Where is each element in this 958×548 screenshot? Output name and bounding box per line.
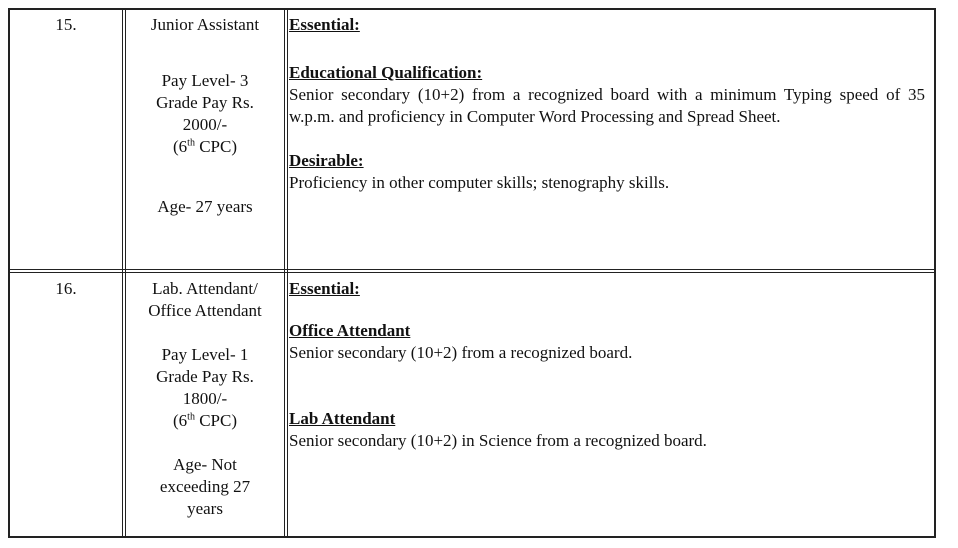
age-limit: Age- 27 years	[157, 197, 253, 216]
post-name: Junior Assistant	[150, 15, 260, 34]
desirable-text: Proficiency in other computer skills; stenography skills.	[289, 173, 670, 192]
cpc-note: (6th CPC)	[173, 137, 237, 156]
essential-heading: Essential:	[289, 279, 360, 298]
serial-cell	[10, 274, 122, 538]
cpc-note: (6th CPC)	[173, 411, 237, 430]
educational-qualification-heading: Educational Qualification:	[289, 63, 483, 82]
grade-pay-label: Grade Pay Rs.	[156, 93, 254, 112]
qualification-table	[8, 8, 936, 538]
grade-pay-label: Grade Pay Rs.	[156, 367, 254, 386]
post-cell	[126, 10, 284, 270]
lab-attendant-heading: Lab Attendant	[289, 409, 396, 428]
serial-number: 15.	[55, 15, 77, 34]
serial-cell	[10, 10, 122, 270]
essential-heading: Essential:	[289, 15, 360, 34]
post-name-line-1: Lab. Attendant/	[152, 279, 258, 298]
pay-level: Pay Level- 3	[161, 71, 249, 90]
qualification-cell	[289, 10, 929, 270]
age-limit-line-1: Age- Not	[173, 455, 237, 474]
column-divider	[284, 10, 288, 536]
desirable-heading: Desirable:	[289, 151, 364, 170]
age-limit-line-3: years	[187, 499, 223, 518]
grade-pay-value: 1800/-	[182, 389, 228, 408]
row-divider	[10, 269, 934, 273]
office-attendant-heading: Office Attendant	[289, 321, 411, 340]
educational-qualification-text: Senior secondary (10+2) from a recognized board with a minimum Typing speed of 35 w.p.m. and proficiency in Computer Word Processing and Spread Sheet.	[289, 85, 925, 126]
qualification-cell	[289, 274, 929, 538]
age-limit-line-2: exceeding 27	[159, 477, 251, 496]
serial-number: 16.	[55, 279, 77, 298]
post-cell	[126, 274, 284, 538]
table-row	[10, 274, 934, 538]
column-divider	[122, 10, 126, 536]
grade-pay-value: 2000/-	[182, 115, 228, 134]
post-name-line-2: Office Attendant	[148, 301, 262, 320]
lab-attendant-text: Senior secondary (10+2) in Science from a recognized board.	[289, 431, 707, 450]
office-attendant-text: Senior secondary (10+2) from a recognized board.	[289, 343, 633, 362]
pay-level: Pay Level- 1	[161, 345, 249, 364]
table-row	[10, 10, 934, 270]
